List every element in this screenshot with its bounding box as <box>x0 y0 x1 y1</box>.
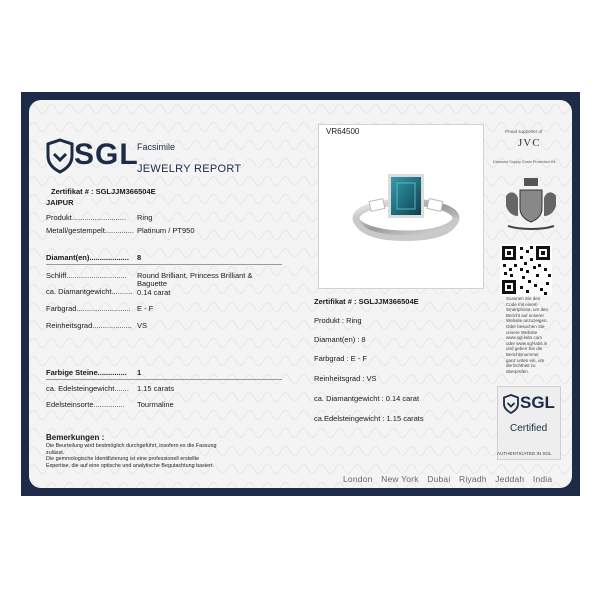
qr-text-line: Bericht auf unserer <box>506 312 545 318</box>
value-metall: Platinum / PT950 <box>137 226 195 235</box>
sgl-shield-logo-icon <box>503 394 519 414</box>
label-edelsteinsorte: Edelsteinsorte............... <box>46 400 125 409</box>
middle-row: ca. Diamantgewicht : 0.14 carat <box>314 394 420 403</box>
value-edelsteingewicht: 1.15 carats <box>137 384 175 393</box>
middle-row: Reinheitsgrad : VS <box>314 374 377 383</box>
value-schliff: Round Brilliant, Princess Brilliant & <box>137 271 253 280</box>
sgl-shield-logo-icon <box>46 138 74 174</box>
jvc-subtitle: Diamond Supply Chain Protection Kit <box>493 160 556 164</box>
label-diamanten: Diamant(en)................... <box>46 253 129 262</box>
label-farbige-steine: Farbige Steine.............. <box>46 368 127 377</box>
remarks-line: Expertise, die auf eine optische und analytische Begutachtung basiert. <box>46 462 214 469</box>
remarks-text <box>46 443 217 469</box>
middle-row: Diamant(en) : 8 <box>314 335 366 344</box>
certified-label: Certified <box>510 423 548 434</box>
qr-text-line: Berichtsnummer <box>506 351 539 357</box>
value-edelsteinsorte: Tourmaline <box>137 400 174 409</box>
city-jeddah: Jeddah <box>495 474 525 484</box>
value-schliff-cont: Baguette <box>137 279 168 288</box>
city-london: London <box>343 474 373 484</box>
city-riyadh: Riyadh <box>459 474 487 484</box>
ring-photo-icon <box>336 160 466 270</box>
remarks-line: Die gemmologische Identifizierung ist eine professionell erstellte <box>46 456 200 463</box>
middle-row: Produkt : Ring <box>314 316 362 325</box>
label-reinheitsgrad: Reinheitsgrad................... <box>46 321 132 330</box>
jvc-logo: JVC <box>518 137 541 149</box>
label-schliff: Schliff............................. <box>46 271 127 280</box>
authenticated-label: AUTHENTICATED IN SGL <box>497 451 552 456</box>
qr-text-line: überprüfen. <box>506 368 530 374</box>
value-diamanten: 8 <box>137 253 142 262</box>
divider <box>46 264 282 265</box>
middle-row: Farbgrad : E - F <box>314 354 367 363</box>
label-edelsteingewicht: ca. Edelsteingewicht....... <box>46 384 129 393</box>
left-city: JAIPUR <box>46 198 74 207</box>
divider <box>46 379 282 380</box>
qr-text-line: Oder besuchen Sie <box>506 323 545 329</box>
report-title: JEWELRY REPORT <box>137 163 242 175</box>
facsimile-label: Facsimile <box>137 142 176 152</box>
qr-instructions <box>506 296 548 374</box>
value-reinheitsgrad: VS <box>137 321 148 330</box>
city-dubai: Dubai <box>427 474 451 484</box>
label-diamantgewicht: ca. Diamantgewicht.......... <box>46 287 133 296</box>
qr-text-line: und geben Sie die <box>506 346 543 352</box>
value-diamantgewicht: 0.14 carat <box>137 288 171 297</box>
value-farbgrad: E - F <box>137 304 154 313</box>
qr-text-line: oder www.sgl-labs.in <box>506 340 548 346</box>
city-india: India <box>532 474 553 484</box>
brand-name: SGL <box>74 138 139 171</box>
qr-text-line: Code mit einem <box>506 301 538 307</box>
label-metall: Metall/gestempelt.............. <box>46 226 134 235</box>
qr-text-line: www.sgl-labs.com <box>506 335 543 341</box>
qr-text-line: Scannen Sie den <box>506 296 541 301</box>
middle-row: ca.Edelsteingewicht : 1.15 carats <box>314 414 424 423</box>
remarks-line: zulässt. <box>46 449 65 456</box>
city-new-york: New York <box>381 474 419 484</box>
qr-text-line: Smartphone, um den <box>506 307 549 313</box>
coat-of-arms-icon <box>500 176 562 236</box>
qr-text-line: Website anzuzeigen. <box>506 318 548 324</box>
middle-certificate-number: Zertifikat # : SGLJJM366504E <box>314 297 419 306</box>
qr-text-line: ganz unten ein, um <box>506 357 545 363</box>
qr-text-line: unsere Website <box>506 329 538 335</box>
remarks-title: Bemerkungen : <box>46 433 105 442</box>
image-code: VR64500 <box>326 127 360 136</box>
label-produkt: Produkt.......................... <box>46 213 127 222</box>
label-farbgrad: Farbgrad.......................... <box>46 304 131 313</box>
value-produkt: Ring <box>137 213 153 222</box>
left-certificate-number: Zertifikat # : SGLJJM366504E <box>51 187 156 196</box>
value-farbige-steine: 1 <box>137 368 142 377</box>
qr-text-line: die Echtheit zu <box>506 363 536 369</box>
qr-code-icon <box>500 244 552 296</box>
proud-supporter-label: Proud supporter of <box>505 129 543 134</box>
cities-list <box>343 474 558 484</box>
remarks-line: Die Beurteilung wird bestmöglich durchgeführt, insofern es die Fassung <box>46 443 217 449</box>
certified-brand: SGL <box>520 393 555 412</box>
